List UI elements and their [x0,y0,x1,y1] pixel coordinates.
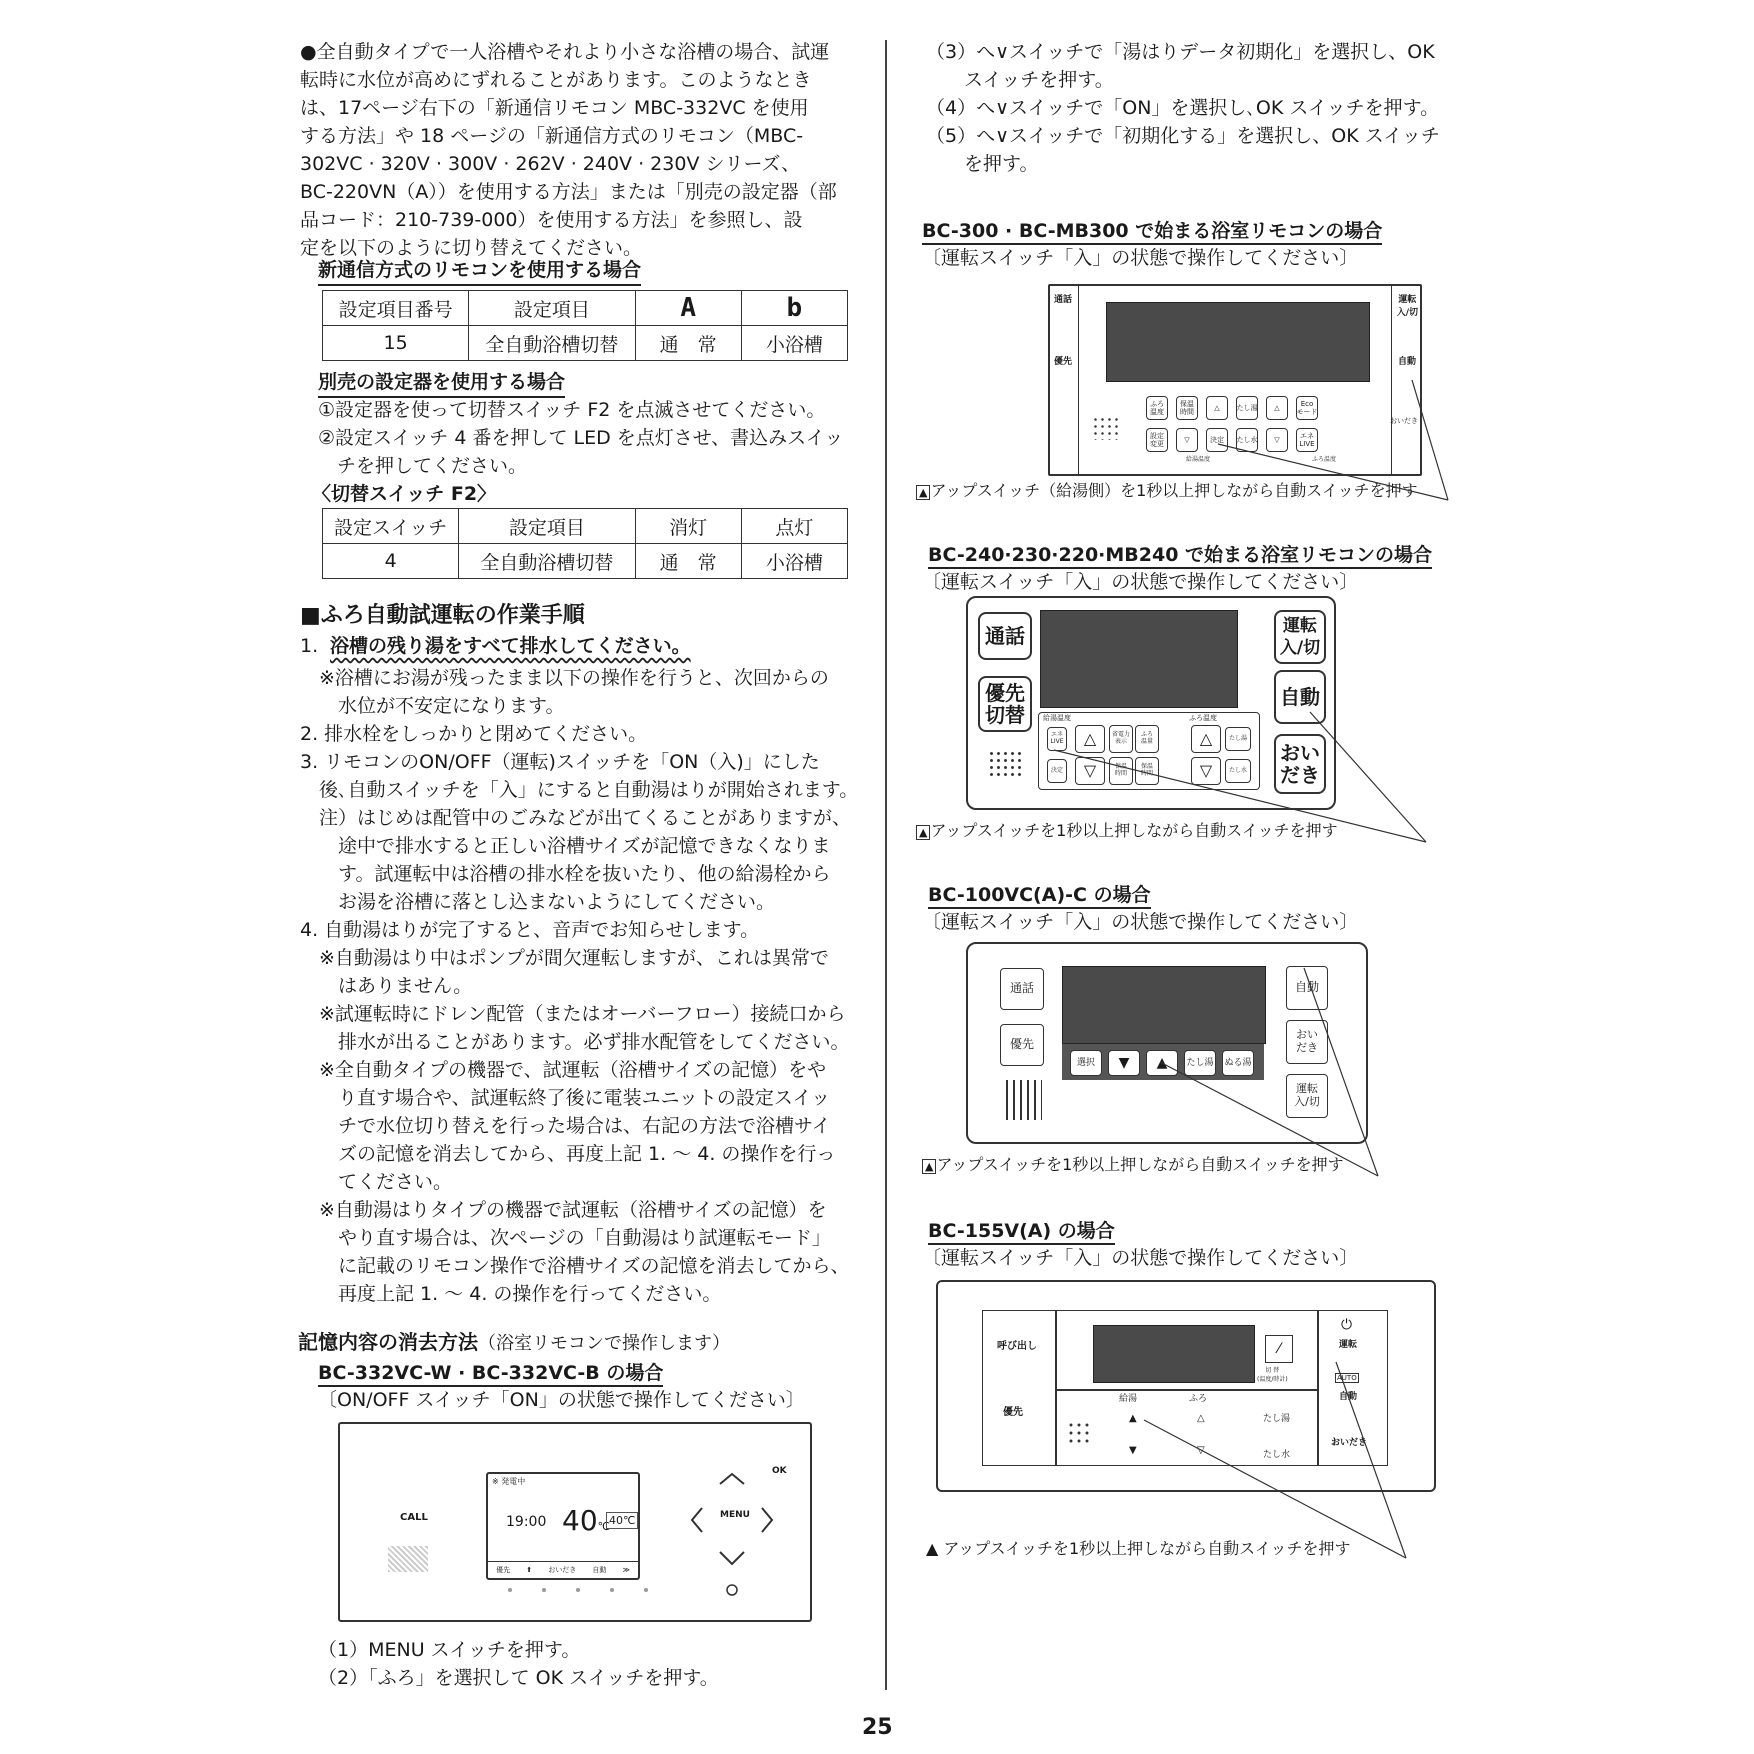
procedure-line: に記載のリモコン操作で浴槽サイズの記憶を消去してから、 [300,1255,850,1277]
procedure-line: ※浴槽にお湯が残ったまま以下の操作を行うと、次回からの [300,667,829,689]
procedure-line: 後､自動スイッチを「入」にすると自動湯はりが開始されます。 [300,779,859,801]
table2-cell: 通 常 [635,544,741,579]
procedure-line: 再度上記 1. ～ 4. の操作を行ってください。 [300,1283,722,1305]
switch-label: 〈切替スイッチ F2〉 [312,483,497,505]
remote300-button[interactable]: エネ LIVE [1296,428,1318,452]
setting-table-2 [322,508,848,579]
reheat-button[interactable]: おいだき [1331,1438,1368,1448]
model332-note: 〔ON/OFF スイッチ「ON」の状態で操作してください〕 [318,1389,805,1411]
add-water-button[interactable]: たし水 [1225,759,1251,783]
column-divider [885,40,887,1690]
lcd-panel [1040,610,1238,708]
hotwater-down-button[interactable]: ▽ [1075,757,1105,785]
procedure-line: ※自動湯はりタイプの機器で試運転（浴槽サイズの記憶）を [300,1199,827,1221]
auto-button[interactable]: 自動 [1397,357,1416,367]
bath-up-button[interactable]: △ [1197,1413,1205,1424]
procedure-line: 注）はじめは配管中のごみなどが出てくることがありますが、 [300,807,852,829]
lcd-panel [1062,966,1266,1044]
remote100-button[interactable]: ▼ [1108,1050,1140,1076]
model155-caption: ▲ アップスイッチを1秒以上押しながら自動スイッチを押す [926,1539,1351,1558]
power-button[interactable]: 運転 入/切 [1286,1074,1328,1118]
remote100-button[interactable]: 選択 [1070,1050,1102,1076]
status-text: ※ 発電中 [492,1477,526,1486]
table2-header: 設定項目 [459,509,635,544]
procedure-line: 3. リモコンのON/OFF（運転)スイッチを「ON（入)」にした [300,751,820,773]
model100-title: BC-100VC(A)-C の場合 [928,880,1151,909]
model300-title: BC-300 · BC-MB300 で始まる浴室リモコンの場合 [922,216,1382,245]
remote100-button[interactable]: ▲ [1146,1050,1178,1076]
remote300-button[interactable]: 保温 時間 [1176,396,1198,420]
menu-step: （2）「ふろ」を選択して OK スイッチを押す。 [318,1667,719,1689]
procedure-line: 水位が不安定になります。 [300,695,565,717]
remote-bc300: 通話 優先 運転 入/切 自動 おいだき ふろ 温度 保温 時間 △ たし湯 △ Eco モード 設定 変更 ▽ 決定 たし水 ▽ エネ LIVE 給湯温度 ふろ温度 [1048,284,1422,476]
power-button[interactable]: 運転 入/切 [1396,295,1418,318]
table1-cell: 15 [323,326,469,361]
reheat-button[interactable]: おいだき [1390,417,1418,425]
setter-step: チを押してください。 [318,455,528,477]
erase-subtitle: （浴室リモコンで操作します） [478,1333,730,1354]
power-button[interactable]: 運転 入/切 [1274,610,1326,664]
priority-button[interactable]: 優先 [1003,1407,1023,1418]
model155-note: 〔運転スイッチ「入」の状態で操作してください〕 [922,1247,1359,1269]
table2-cell: 小浴槽 [741,544,847,579]
call-button[interactable]: 呼び出し [997,1341,1037,1352]
remote300-button[interactable]: △ [1266,396,1288,420]
remote300-button[interactable]: Eco モード [1296,396,1318,420]
remote300-button[interactable]: 設定 変更 [1146,428,1168,452]
menu-step: （5）へ∨スイッチで「初期化する」を選択し、OK スイッチ [926,125,1440,147]
bath-up-button[interactable]: △ [1191,725,1221,753]
remote-bc332vc [338,1422,812,1622]
priority-button[interactable]: 優先 切替 [978,676,1032,732]
remote100-button[interactable]: ぬる湯 [1222,1050,1254,1076]
table1-cell: 小浴槽 [741,326,847,361]
auto-button[interactable]: 自動 [1274,670,1326,724]
model300-note: 〔運転スイッチ「入」の状態で操作してください〕 [922,247,1359,269]
call-button[interactable]: 通話 [978,612,1032,660]
clock-readout: 19:00 [506,1514,547,1530]
bath-down-button[interactable]: ▽ [1191,757,1221,785]
lcd-panel [1093,1325,1255,1383]
erase-title: 記憶内容の消去方法 [298,1330,478,1354]
hotwater-up-button[interactable]: ▲ [1129,1413,1137,1424]
procedure-line: ズの記憶を消去してから、再度上記 1. ～ 4. の操作を行っ [300,1143,836,1165]
model300-caption: ▲ アップスイッチ（給湯側）を1秒以上押しながら自動スイッチを押す [916,478,1418,501]
menu-step: スイッチを押す。 [926,69,1114,91]
intro-line: BC-220VN（A））を使用する方法」または「別売の設定器（部 [300,181,837,203]
intro-line: は、17ページ右下の「新通信リモコン MBC-332VC を使用 [300,97,809,119]
procedure-line: お湯を浴槽に落とし込まないようにしてください。 [300,891,776,913]
intro-line: 品コード：210-739-000）を使用する方法」を参照し、設 [300,209,803,231]
setter-step: ①設定器を使って切替スイッチ F2 を点滅させてください。 [318,399,826,421]
power-button[interactable]: 運転 [1339,1340,1358,1350]
auto-button[interactable]: 自動 [1286,966,1328,1010]
left-arrow-icon [692,1508,702,1532]
add-hot-button[interactable]: たし湯 [1263,1414,1291,1424]
add-hot-button[interactable]: たし湯 [1225,727,1251,751]
table1-header: 設定項目番号 [323,291,469,326]
table2-cell: 全自動浴槽切替 [459,544,635,579]
ene-live-button[interactable]: エネ LIVE [1047,727,1067,751]
call-button[interactable]: 通話 [1000,968,1044,1010]
erase-heading [298,1328,730,1358]
table1-cell: 通 常 [635,326,741,361]
remote300-button[interactable]: 決定 [1206,428,1228,452]
remote300-button[interactable]: ▽ [1266,428,1288,452]
bath-label: ふろ [1189,1394,1208,1404]
priority-button[interactable]: 優先 [1000,1024,1044,1066]
button-row [1062,1044,1264,1080]
reheat-button[interactable]: おい だき [1286,1020,1328,1064]
hotwater-up-button[interactable]: △ [1075,725,1105,753]
remote-bc100 [966,942,1368,1144]
remote300-button[interactable]: ふろ 温度 [1146,396,1168,420]
step1-text: 浴槽の残り湯をすべて排水してください。 [330,635,691,657]
remote300-button[interactable]: たし湯 [1236,396,1258,420]
page-number: 25 [862,1715,893,1740]
menu-step: を押す。 [926,153,1039,175]
model240-caption: ▲ アップスイッチを1秒以上押しながら自動スイッチを押す [916,818,1338,841]
priority-button[interactable]: 優先 [1054,357,1073,367]
add-water-button[interactable]: たし水 [1263,1450,1291,1460]
remote300-button[interactable]: ▽ [1176,428,1198,452]
lcd-panel [1106,302,1370,382]
menu-step: （3）へ∨スイッチで「湯はりデータ初期化」を選択し、OK [926,41,1435,63]
procedure-line: やり直す場合は、次ページの「自動湯はり試運転モード」 [300,1227,831,1249]
table2-title: 別売の設定器を使用する場合 [318,368,565,398]
model100-caption: ▲ アップスイッチを1秒以上押しながら自動スイッチを押す [922,1152,1344,1175]
table1-title: 新通信方式のリモコンを使用する場合 [318,256,641,286]
remote100-button[interactable]: たし湯 [1184,1050,1216,1076]
table1-header: A [635,291,741,326]
speaker-grille [1092,416,1120,440]
intro-line: 定を以下のように切り替えてください。 [300,237,643,259]
speaker-grille [988,750,1022,780]
remote-bc240 [966,596,1336,810]
table1-header: 設定項目 [469,291,635,326]
temp-readout: 40℃ [562,1504,610,1537]
table2-header: 消灯 [635,509,741,544]
intro-line: 302VC · 320V · 300V · 262V · 240V · 230V シリーズ、 [300,153,801,175]
bath-temp-readout: 40℃ [606,1512,638,1529]
remote300-button[interactable]: たし水 [1236,428,1258,452]
auto-button[interactable]: 自動 [1339,1392,1358,1402]
section-title: ■ふろ自動試運転の作業手順 [300,603,585,628]
switch-icon[interactable]: ⁄ [1265,1335,1293,1363]
table2-cell: 4 [323,544,459,579]
remote332-graphics [340,1424,810,1620]
procedure-line: す。試運転中は浴槽の排水栓を抜いたり、他の給湯栓から [300,863,831,885]
procedure-line: はありません。 [300,975,473,997]
power-icon [727,1585,737,1595]
call-button[interactable]: 通話 [1054,295,1073,305]
setting-table-1 [322,290,848,361]
intro-line: する方法」や 18 ページの「新通信方式のリモコン（MBC- [300,125,804,147]
inner-panel [982,1310,1388,1466]
hotwater-down-button[interactable]: ▼ [1129,1445,1137,1456]
intro-line: 転時に水位が高めにずれることがあります。このようなとき [300,69,812,91]
remote300-button[interactable]: △ [1206,396,1228,420]
procedure-line: ※試運転時にドレン配管（またはオーバーフロー）接続口から [300,1003,846,1025]
auto-icon: AUTO [1337,1374,1357,1382]
table1-header: b [741,291,847,326]
remote-bc155 [936,1280,1436,1492]
procedure-line: 4. 自動湯はりが完了すると、音声でお知らせします。 [300,919,760,941]
table2-header: 設定スイッチ [323,509,459,544]
procedure-line: ※自動湯はり中はポンプが間欠運転しますが、これは異常で [300,947,829,969]
speaker-grille [1006,1080,1042,1120]
power-icon: ⏻ [1341,1317,1353,1333]
lcd-bottom-bar: 優先 ⬆ おいだき 自動 ≫ [488,1561,638,1578]
down-arrow-icon [720,1552,744,1564]
intro-line: ●全自動タイプで一人浴槽やそれより小さな浴槽の場合、試運 [300,41,830,63]
model100-note: 〔運転スイッチ「入」の状態で操作してください〕 [922,911,1359,933]
step1-number: 1. [300,635,319,657]
menu-step: （1）MENU スイッチを押す。 [318,1639,581,1661]
menu-button[interactable]: MENU [720,1510,750,1520]
procedure-line: 排水が出ることがあります。必ず排水配管をしてください。 [300,1031,850,1053]
ok-button[interactable]: OK [772,1466,787,1476]
bath-down-button[interactable]: ▽ [1197,1445,1205,1456]
confirm-button[interactable]: 決定 [1047,759,1067,783]
procedure-line: てください。 [300,1171,453,1193]
procedure-line: 途中で排水すると正しい浴槽サイズが記憶できなくなりま [300,835,831,857]
switch-label: 切 替 (温度/時計) [1257,1367,1288,1383]
up-arrow-icon [720,1474,744,1484]
temp-panel: 給湯温度 ふろ温度 エネ LIVE 決定 △ ▽ 省電力 表示 ふろ 温量 保温 時間 保温 時間 △ ▽ たし湯 たし水 [1038,712,1260,790]
model240-title: BC-240·230·220·MB240 で始まる浴室リモコンの場合 [928,540,1432,569]
model332-title: BC-332VC-W · BC-332VC-B の場合 [318,1358,663,1387]
procedure-line: 2. 排水栓をしっかりと閉めてください。 [300,723,648,745]
model155-title: BC-155V(A) の場合 [928,1216,1115,1245]
procedure-line: ※全自動タイプの機器で、試運転（浴槽サイズの記憶）をや [300,1059,827,1081]
procedure-line: り直す場合や、試運転終了後に電装ユニットの設定スイッ [300,1087,831,1109]
model240-note: 〔運転スイッチ「入」の状態で操作してください〕 [922,571,1359,593]
table1-cell: 全自動浴槽切替 [469,326,635,361]
procedure-line: チで水位切り替えを行った場合は、右記の方法で浴槽サイ [300,1115,831,1137]
right-arrow-icon [762,1508,772,1532]
call-button[interactable]: CALL [400,1512,428,1523]
setter-step: ②設定スイッチ 4 番を押して LED を点灯させ、書込みスイッ [318,427,844,449]
hotwater-label: 給湯 [1119,1394,1138,1404]
table2-header: 点灯 [741,509,847,544]
menu-step: （4）へ∨スイッチで「ON」を選択し､OK スイッチを押す。 [926,97,1440,119]
reheat-button[interactable]: おい だき [1274,734,1326,794]
speaker-grille [1067,1421,1093,1447]
